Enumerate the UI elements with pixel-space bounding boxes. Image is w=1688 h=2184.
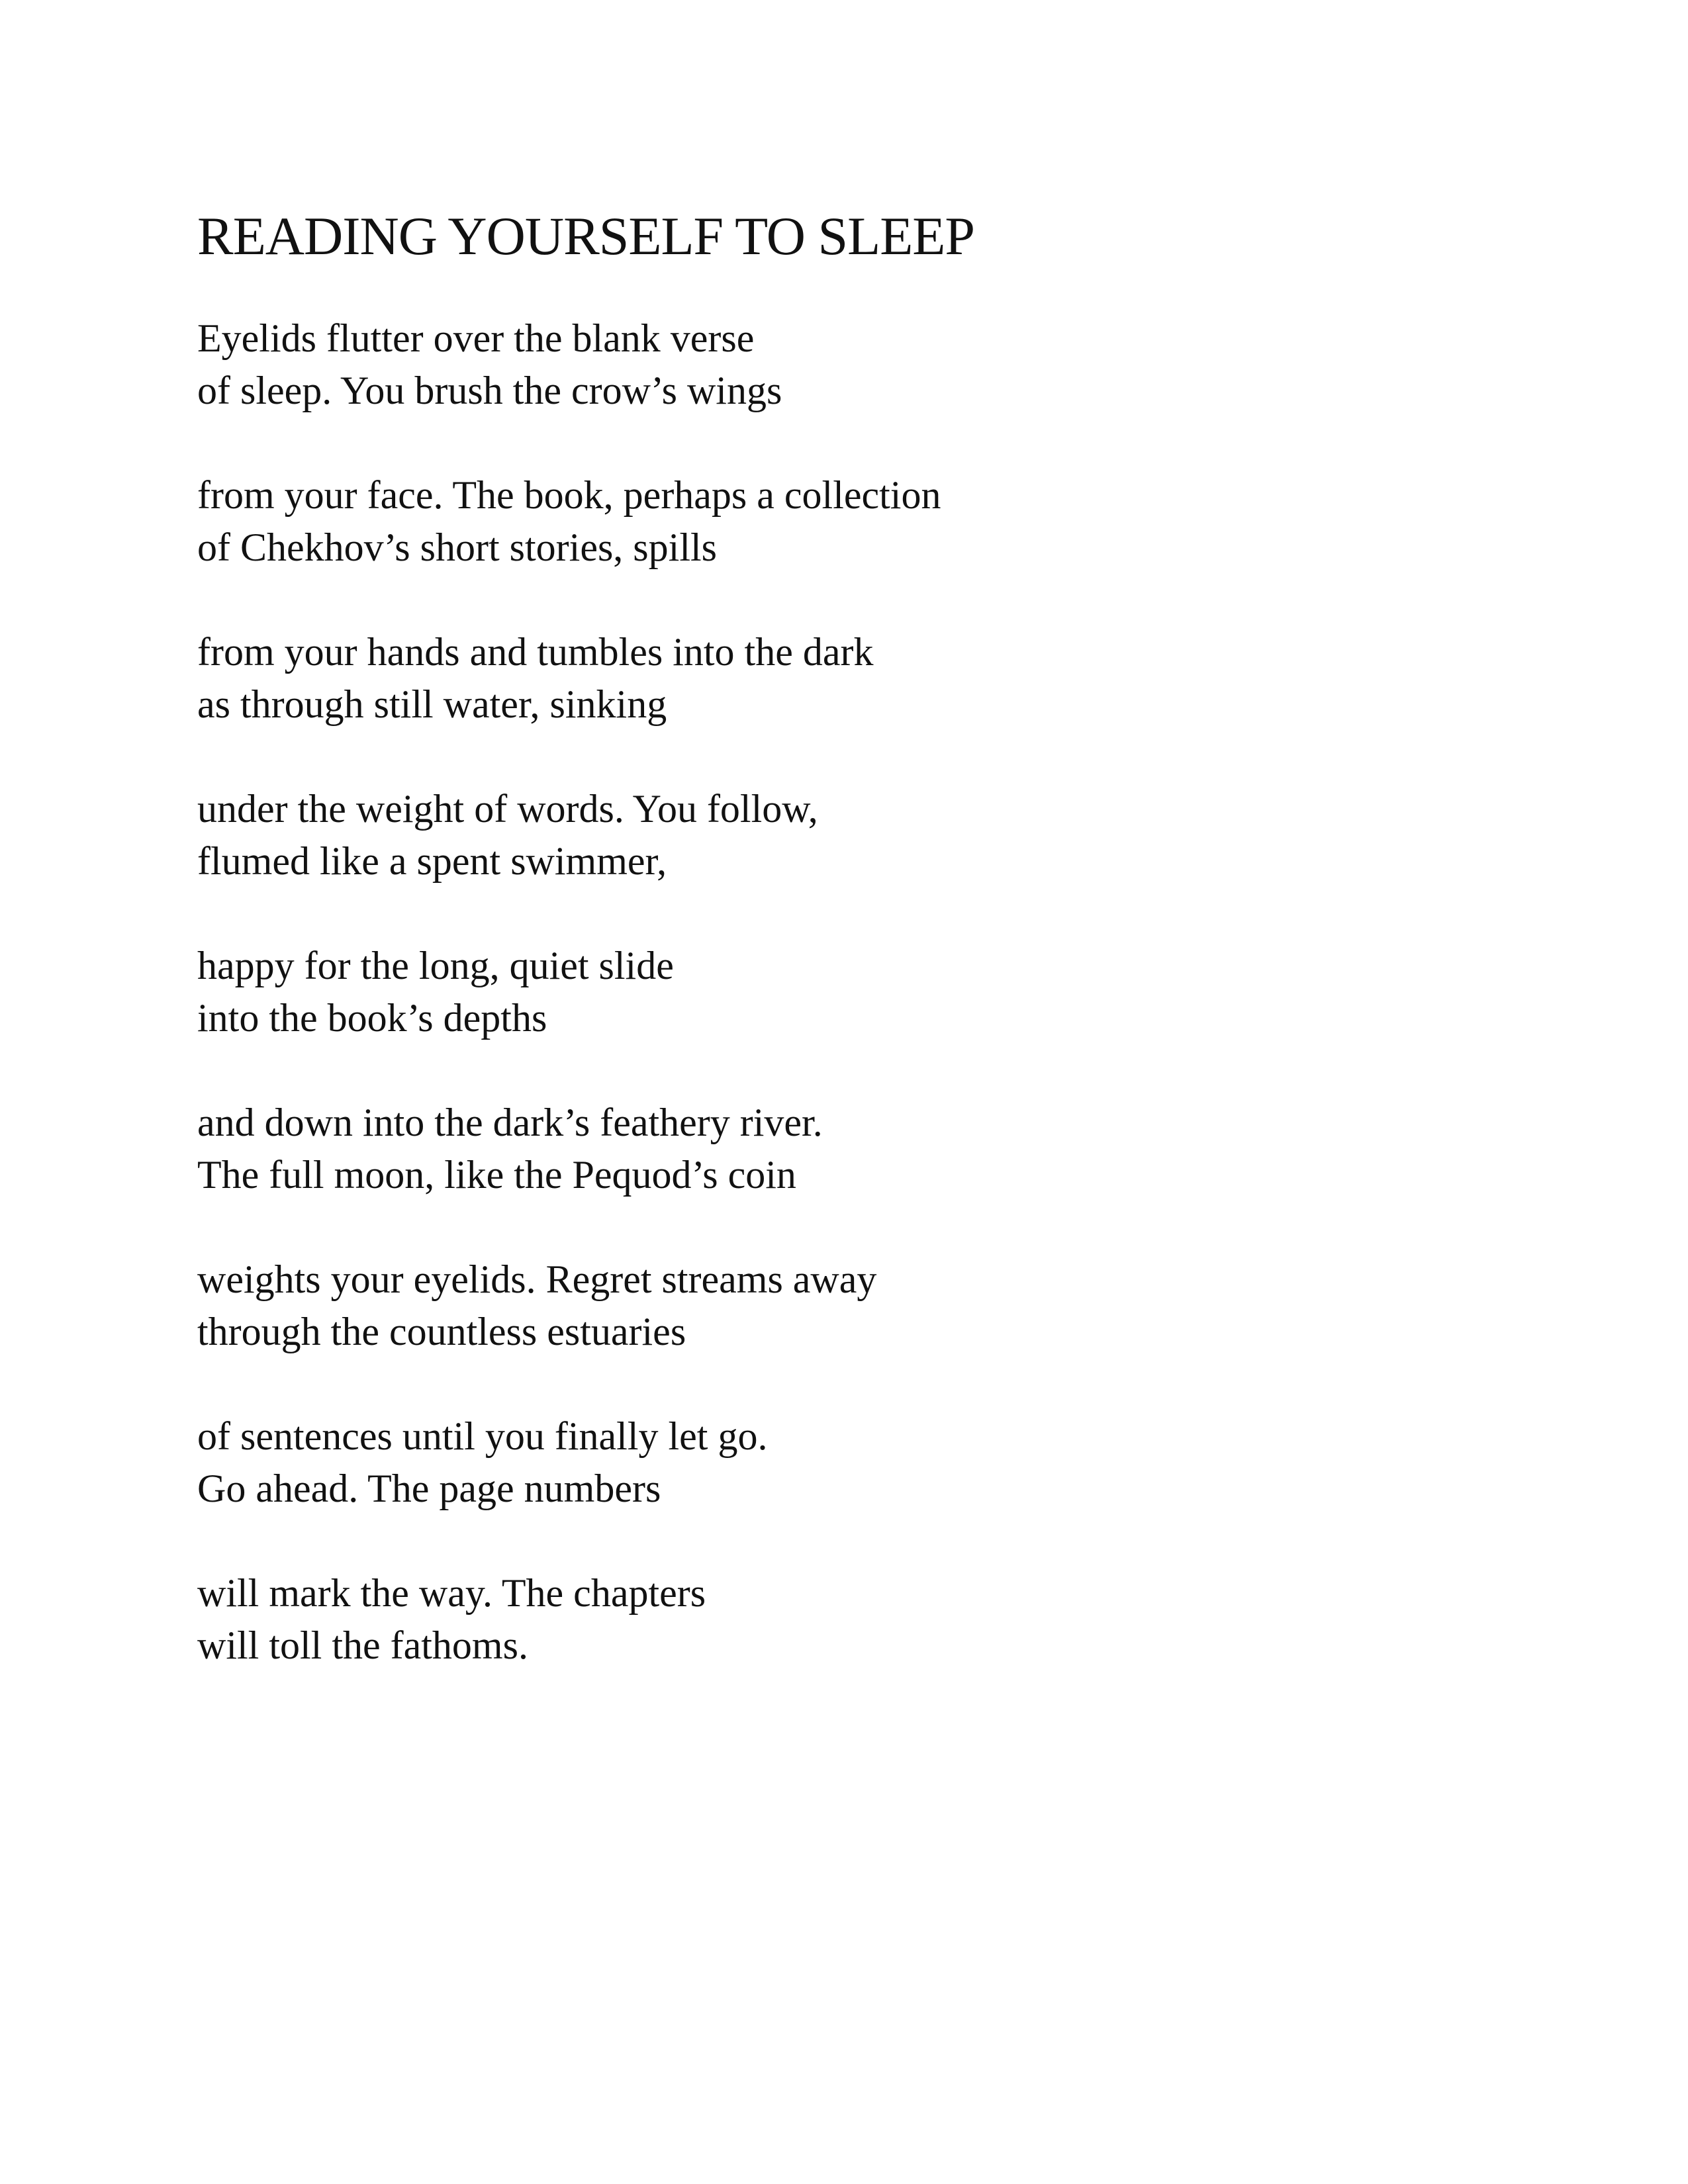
poem-line: under the weight of words. You follow, bbox=[197, 787, 818, 831]
poem-line: of sleep. You brush the crow’s wings bbox=[197, 369, 782, 412]
stanza-5 bbox=[197, 940, 1455, 1044]
poem-line: The full moon, like the Pequod’s coin bbox=[197, 1153, 796, 1197]
poem-line: will toll the fathoms. bbox=[197, 1623, 528, 1667]
poem-line: of sentences until you finally let go. bbox=[197, 1414, 768, 1458]
poem-line: flumed like a spent swimmer, bbox=[197, 839, 667, 883]
poem-line: will mark the way. The chapters bbox=[197, 1571, 706, 1615]
poem-line: into the book’s depths bbox=[197, 996, 547, 1040]
stanza-1 bbox=[197, 312, 1455, 417]
poem-body bbox=[197, 312, 1455, 1672]
poem-line: of Chekhov’s short stories, spills bbox=[197, 525, 718, 569]
stanza-7 bbox=[197, 1253, 1455, 1358]
poem-line: weights your eyelids. Regret streams away bbox=[197, 1257, 877, 1301]
poem-line: from your hands and tumbles into the dark bbox=[197, 630, 874, 674]
stanza-9 bbox=[197, 1567, 1455, 1672]
poem-line: Go ahead. The page numbers bbox=[197, 1467, 661, 1510]
poem-line: through the countless estuaries bbox=[197, 1310, 686, 1353]
stanza-4 bbox=[197, 783, 1455, 887]
poem-title: READING YOURSELF TO SLEEP bbox=[197, 206, 974, 266]
poem-line: happy for the long, quiet slide bbox=[197, 944, 674, 987]
poem-line: Eyelids flutter over the blank verse bbox=[197, 316, 755, 360]
stanza-3 bbox=[197, 626, 1455, 731]
poem-line: and down into the dark’s feathery river. bbox=[197, 1101, 823, 1144]
poem-line: as through still water, sinking bbox=[197, 682, 667, 726]
poem-line: from your face. The book, perhaps a collection bbox=[197, 473, 941, 517]
stanza-2 bbox=[197, 469, 1455, 574]
poem bbox=[197, 200, 1455, 1724]
stanza-8 bbox=[197, 1410, 1455, 1515]
stanza-6 bbox=[197, 1097, 1455, 1201]
